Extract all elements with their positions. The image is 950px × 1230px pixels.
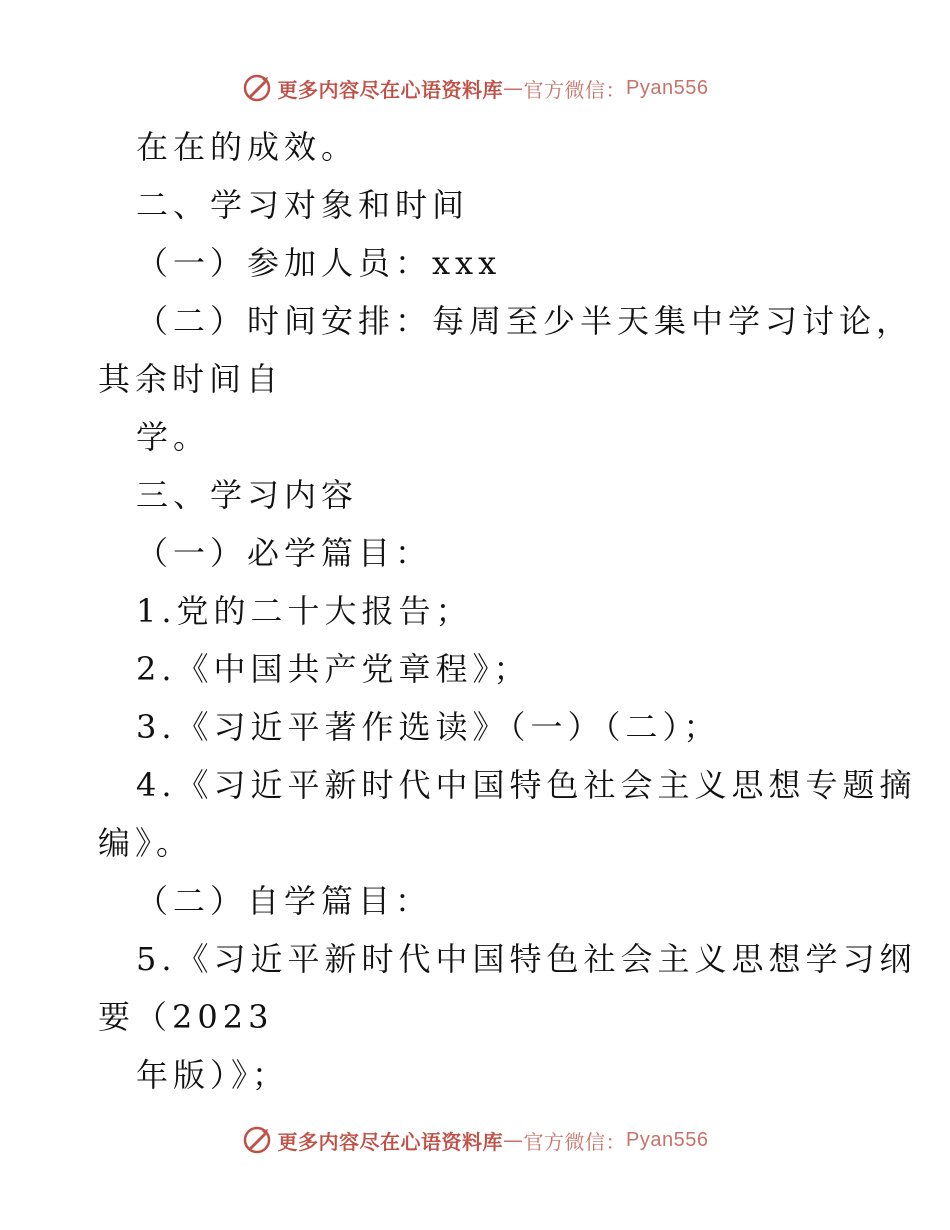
paragraph-line: （一）参加人员：xxx	[136, 244, 502, 282]
quill-pen-icon	[242, 73, 272, 103]
watermark-brand: 更多内容尽在心语资料库	[277, 1129, 504, 1154]
header-watermark	[0, 68, 950, 108]
watermark-wechat-id: Pyan556	[626, 1128, 709, 1151]
subsection-heading: （二）自学篇目：	[136, 882, 433, 920]
list-item-continuation: 编》。	[98, 824, 194, 862]
quill-pen-icon	[242, 1125, 272, 1155]
watermark-separator: —	[503, 76, 524, 100]
list-item: 4.《习近平新时代中国特色社会主义思想专题摘	[136, 766, 917, 804]
list-item: 2.《中国共产党章程》；	[136, 650, 531, 688]
list-item-continuation: 要（2023	[98, 998, 274, 1036]
document-body	[98, 118, 917, 1104]
list-item-continuation: 年版）》；	[136, 1056, 290, 1094]
subsection-heading: （一）必学篇目：	[136, 534, 433, 572]
paragraph-line: 在在的成效。	[136, 128, 359, 166]
list-item: 1.党的二十大报告；	[136, 592, 473, 630]
paragraph-line: 其余时间自	[98, 360, 284, 398]
watermark-wechat-label: 官方微信：	[523, 77, 627, 102]
list-item: 3.《习近平著作选读》（一）（二）；	[136, 708, 721, 746]
section-heading: 二、学习对象和时间	[136, 186, 470, 224]
watermark-brand: 更多内容尽在心语资料库	[277, 77, 504, 102]
watermark-wechat-id: Pyan556	[626, 76, 709, 99]
paragraph-line: （二）时间安排：每周至少半天集中学习讨论，	[136, 302, 914, 340]
section-heading: 三、学习内容	[136, 476, 359, 514]
watermark-separator: —	[503, 1128, 524, 1152]
list-item: 5.《习近平新时代中国特色社会主义思想学习纲	[136, 940, 917, 978]
watermark-wechat-label: 官方微信：	[523, 1129, 627, 1154]
footer-watermark	[0, 1120, 950, 1160]
paragraph-line: 学。	[136, 418, 211, 456]
